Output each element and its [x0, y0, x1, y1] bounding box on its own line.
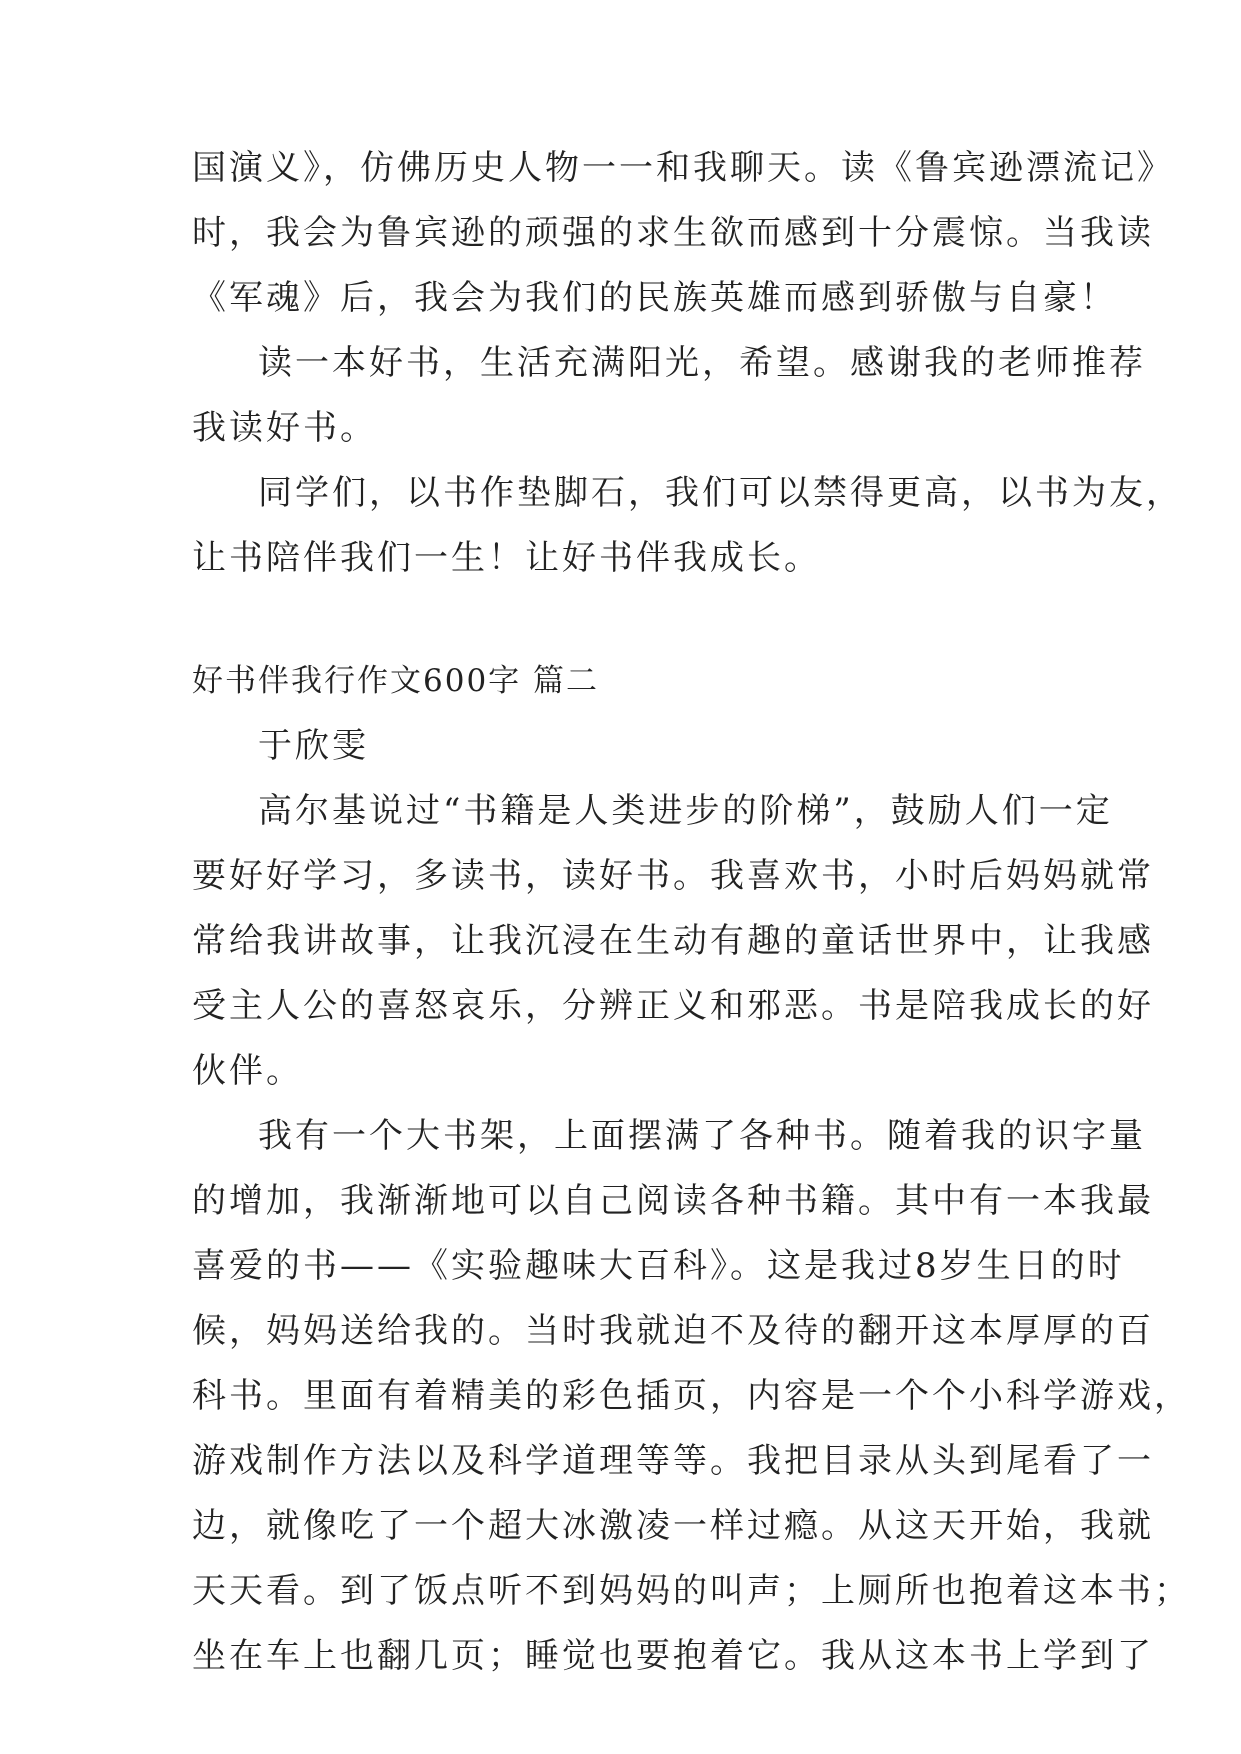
section-heading: 好书伴我行作文600字 篇二 — [192, 663, 600, 699]
text-line: 天天看。到了饭点听不到妈妈的叫声；上厕所也抱着这本书； — [192, 1571, 1191, 1611]
text-line: 游戏制作方法以及科学道理等等。我把目录从头到尾看了一 — [192, 1441, 1154, 1481]
text-line: 候，妈妈送给我的。当时我就迫不及待的翻开这本厚厚的百 — [192, 1311, 1154, 1351]
text-line: 让书陪伴我们一生！让好书伴我成长。 — [192, 538, 821, 578]
text-line: 喜爱的书——《实验趣味大百科》。这是我过8岁生日的时 — [192, 1246, 1125, 1286]
author-name: 于欣雯 — [258, 726, 369, 766]
paragraph-first-line: 高尔基说过“书籍是人类进步的阶梯”，鼓励人们一定 — [258, 791, 1113, 831]
text-line: 的增加，我渐渐地可以自己阅读各种书籍。其中有一本我最 — [192, 1181, 1154, 1221]
paragraph-first-line: 我有一个大书架，上面摆满了各种书。随着我的识字量 — [258, 1116, 1146, 1156]
text-line: 常给我讲故事，让我沉浸在生动有趣的童话世界中，让我感 — [192, 921, 1154, 961]
text-line: 边，就像吃了一个超大冰激凌一样过瘾。从这天开始，我就 — [192, 1506, 1154, 1546]
text-line: 伙伴。 — [192, 1051, 303, 1091]
text-line: 时，我会为鲁宾逊的顽强的求生欲而感到十分震惊。当我读 — [192, 213, 1154, 253]
paragraph-first-line: 读一本好书，生活充满阳光，希望。感谢我的老师推荐 — [258, 343, 1146, 383]
text-line: 我读好书。 — [192, 408, 377, 448]
text-line: 国演义》，仿佛历史人物一一和我聊天。读《鲁宾逊漂流记》 — [192, 148, 1174, 188]
text-line: 《军魂》后，我会为我们的民族英雄而感到骄傲与自豪！ — [192, 278, 1117, 318]
paragraph-first-line: 同学们，以书作垫脚石，我们可以禁得更高，以书为友， — [258, 473, 1183, 513]
text-line: 要好好学习，多读书，读好书。我喜欢书，小时后妈妈就常 — [192, 856, 1154, 896]
text-line: 坐在车上也翻几页；睡觉也要抱着它。我从这本书上学到了 — [192, 1636, 1154, 1676]
text-line: 受主人公的喜怒哀乐，分辨正义和邪恶。书是陪我成长的好 — [192, 986, 1154, 1026]
text-line: 科书。里面有着精美的彩色插页，内容是一个个小科学游戏， — [192, 1376, 1191, 1416]
